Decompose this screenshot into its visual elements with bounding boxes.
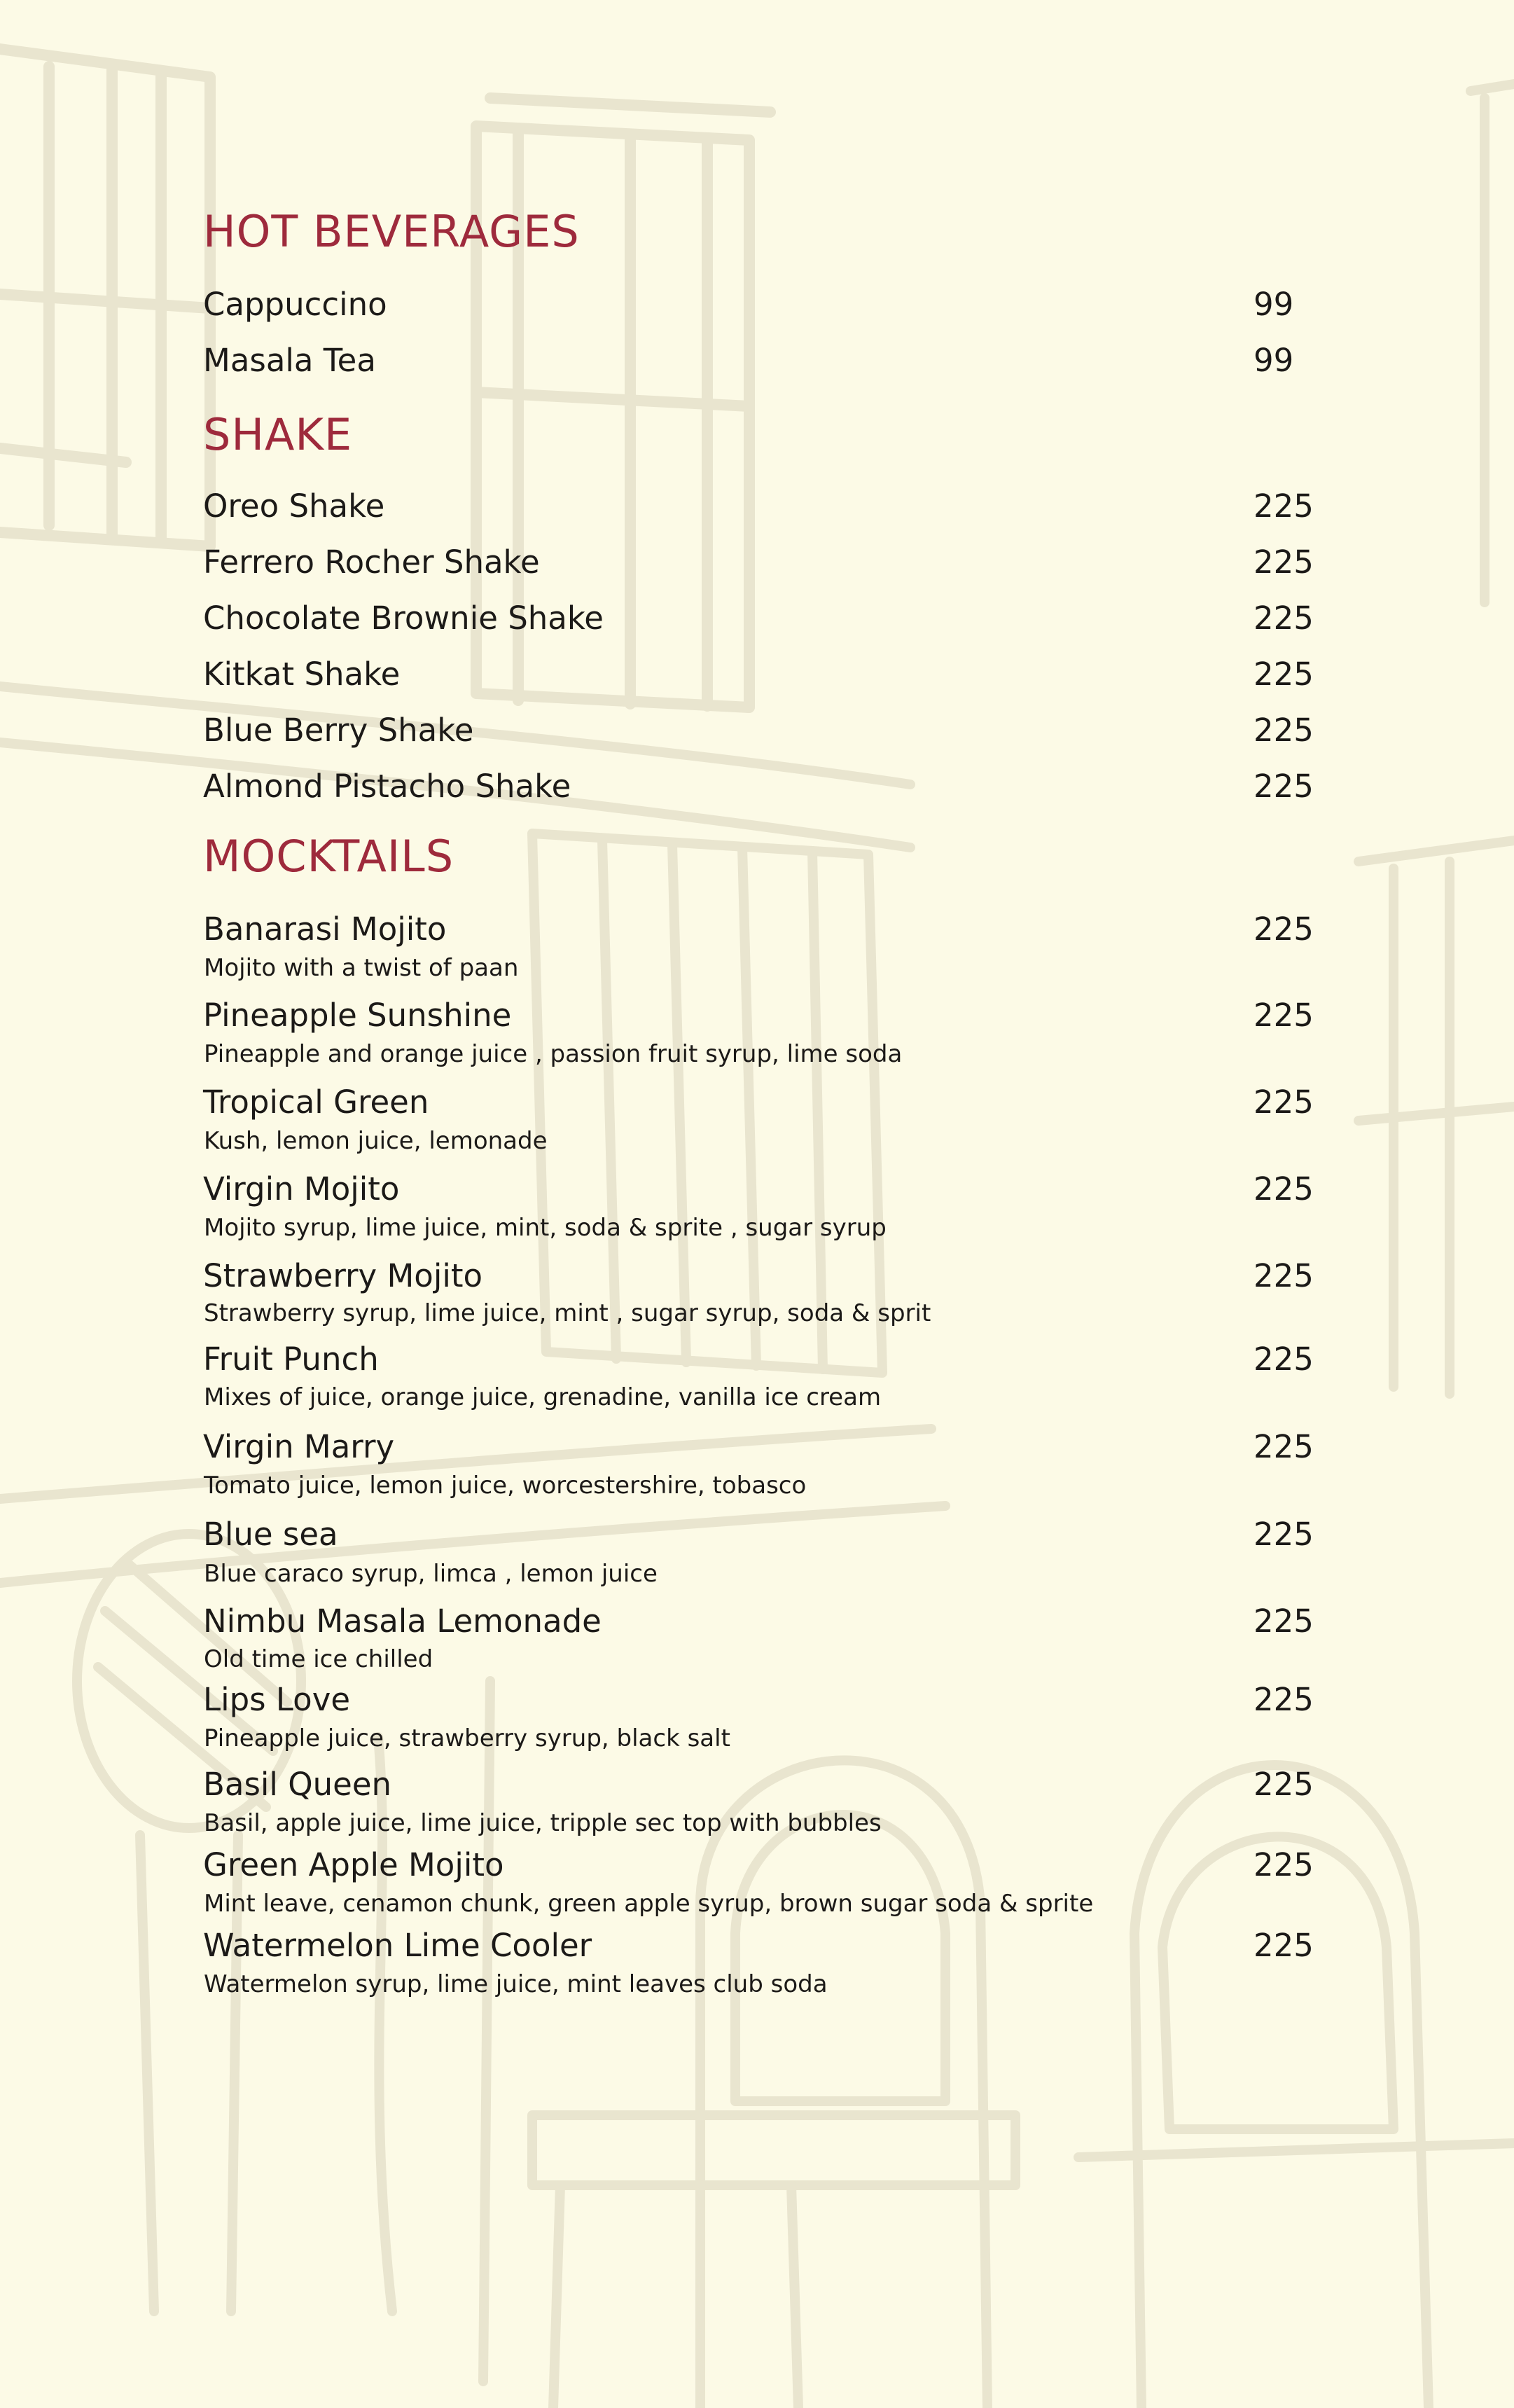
section-title-shake: SHAKE — [203, 409, 353, 460]
menu-item-description: Pineapple juice, strawberry syrup, black salt — [204, 1724, 730, 1752]
menu-item-price: 225 — [1253, 1681, 1314, 1718]
menu-item-name: Cappuccino — [203, 286, 387, 323]
menu-item-description: Tomato juice, lemon juice, worcestershire, tobasco — [204, 1472, 807, 1500]
menu-item-description: Watermelon syrup, lime juice, mint leaves club soda — [204, 1970, 828, 1998]
menu-item-description: Mojito with a twist of paan — [204, 954, 519, 982]
menu-item-name: Virgin Mojito — [203, 1170, 400, 1208]
menu-item-name: Almond Pistacho Shake — [203, 768, 571, 805]
menu-item-name: Basil Queen — [203, 1766, 392, 1803]
menu-item-price: 225 — [1253, 1428, 1314, 1465]
menu-item-name: Banarasi Mojito — [203, 911, 447, 948]
menu-item-price: 225 — [1253, 1603, 1314, 1640]
menu-item-name: Blue sea — [203, 1516, 338, 1553]
menu-item-price: 225 — [1253, 656, 1314, 693]
menu-item-name: Lips Love — [203, 1681, 351, 1718]
menu-item-price: 225 — [1253, 1170, 1314, 1208]
menu-item-name: Virgin Marry — [203, 1428, 395, 1465]
menu-item-description: Mojito syrup, lime juice, mint, soda & sprite , sugar syrup — [204, 1214, 887, 1242]
menu-item-price: 225 — [1253, 487, 1314, 525]
menu-item-description: Old time ice chilled — [204, 1645, 433, 1673]
menu-item-description: Kush, lemon juice, lemonade — [204, 1127, 548, 1155]
menu-item-price: 225 — [1253, 911, 1314, 948]
menu-item-name: Kitkat Shake — [203, 656, 401, 693]
menu-item-name: Nimbu Masala Lemonade — [203, 1603, 602, 1640]
menu-item-name: Tropical Green — [203, 1084, 429, 1121]
menu-item-name: Oreo Shake — [203, 487, 385, 525]
menu-item-description: Strawberry syrup, lime juice, mint , sugar syrup, soda & sprit — [204, 1299, 931, 1327]
menu-item-name: Green Apple Mojito — [203, 1846, 504, 1883]
menu-item-price: 99 — [1253, 286, 1294, 323]
section-title-hot-beverages: HOT BEVERAGES — [203, 206, 580, 257]
menu-item-price: 225 — [1253, 600, 1314, 637]
menu-item-price: 99 — [1253, 342, 1294, 379]
menu-item-price: 225 — [1253, 1257, 1314, 1294]
menu-item-name: Chocolate Brownie Shake — [203, 600, 604, 637]
menu-item-name: Ferrero Rocher Shake — [203, 544, 540, 581]
menu-item-price: 225 — [1253, 1846, 1314, 1883]
menu-item-price: 225 — [1253, 1084, 1314, 1121]
menu-item-name: Strawberry Mojito — [203, 1257, 483, 1294]
menu-item-price: 225 — [1253, 1766, 1314, 1803]
menu-item-name: Pineapple Sunshine — [203, 997, 512, 1034]
menu-item-price: 225 — [1253, 1927, 1314, 1964]
menu-item-price: 225 — [1253, 544, 1314, 581]
menu-item-price: 225 — [1253, 1516, 1314, 1553]
menu-item-name: Blue Berry Shake — [203, 712, 474, 749]
menu-item-description: Mint leave, cenamon chunk, green apple syrup, brown sugar soda & sprite — [204, 1890, 1094, 1918]
menu-item-description: Basil, apple juice, lime juice, tripple sec top with bubbles — [204, 1809, 882, 1837]
menu-item-price: 225 — [1253, 1341, 1314, 1378]
section-title-mocktails: MOCKTAILS — [203, 831, 454, 882]
menu-item-name: Watermelon Lime Cooler — [203, 1927, 592, 1964]
menu-item-description: Pineapple and orange juice , passion fruit syrup, lime soda — [204, 1040, 903, 1068]
menu-item-name: Fruit Punch — [203, 1341, 379, 1378]
menu-item-description: Blue caraco syrup, limca , lemon juice — [204, 1560, 658, 1588]
menu-item-price: 225 — [1253, 997, 1314, 1034]
menu-item-description: Mixes of juice, orange juice, grenadine, vanilla ice cream — [204, 1383, 882, 1411]
menu-item-price: 225 — [1253, 712, 1314, 749]
menu-item-name: Masala Tea — [203, 342, 376, 379]
menu-item-price: 225 — [1253, 768, 1314, 805]
